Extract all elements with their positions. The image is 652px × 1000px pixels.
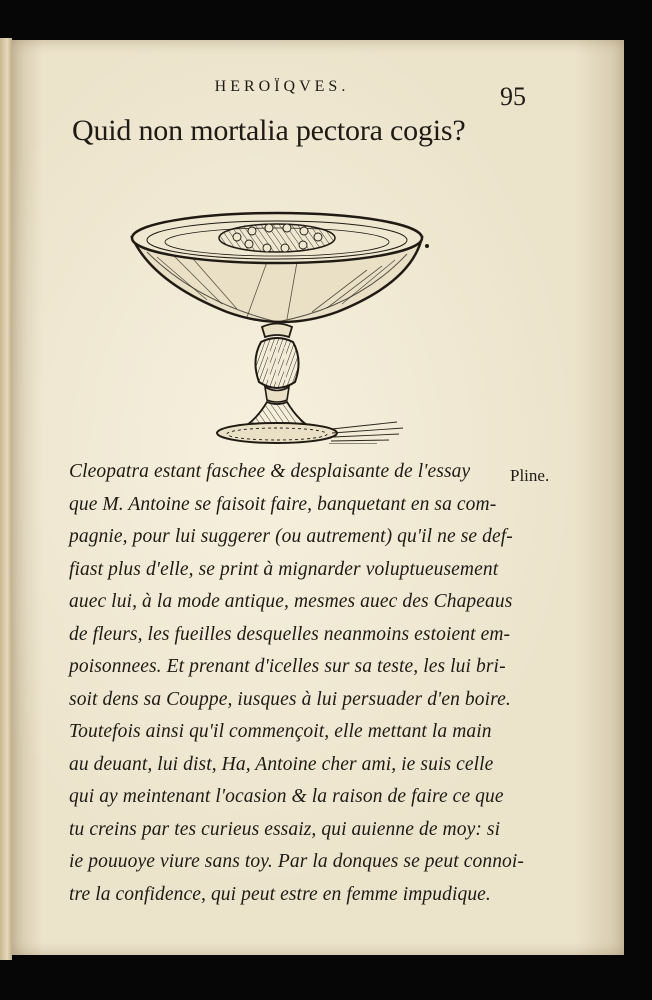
text-line: pagnie, pour lui suggerer (ou autrement) qu'il ne se def- [69,526,513,547]
text-line: au deuant, lui dist, Ha, Antoine cher ami, ie suis celle [69,753,494,775]
text-line: de fleurs, les fueilles desquelles neanmoins estoient em- [69,623,511,645]
text-line: fiast plus d'elle, se print à mignarder voluptueusement [69,558,499,580]
text-line: soit dens sa Couppe, iusques à lui persuader d'en boire. [69,688,511,710]
text-line: tu creins par tes curieus essaiz, qui auienne de moy: si [69,818,501,840]
body-text [69,456,529,911]
emblem-motto: Quid non mortalia pectora cogis? [72,114,466,147]
text-line: auec lui, à la mode antique, mesmes auec des Chapeaus [69,591,513,612]
margin-note: Pline. [510,466,550,485]
text-line: Cleopatra estant faschee & desplaisante de l'essay [69,461,471,482]
book-page [12,40,624,955]
text-line: Toutefois ainsi qu'il commençoit, elle mettant la main [69,721,492,742]
page-number: 95 [500,82,526,111]
text-line: ie pouuoye viure sans toy. Par la donques se peut connoi- [69,851,525,872]
book-page-edge [0,38,12,960]
goblet-woodcut-icon [127,182,437,444]
running-head: HEROÏQVES. [214,78,350,95]
text-line: poisonnees. Et prenant d'icelles sur sa teste, les lui bri- [69,656,506,677]
text-line: qui ay meintenant l'ocasion & la raison de faire ce que [69,786,504,807]
text-line: que M. Antoine se faisoit faire, banquetant en sa com- [69,493,497,515]
text-line: tre la confidence, qui peut estre en femme impudique. [69,883,491,905]
